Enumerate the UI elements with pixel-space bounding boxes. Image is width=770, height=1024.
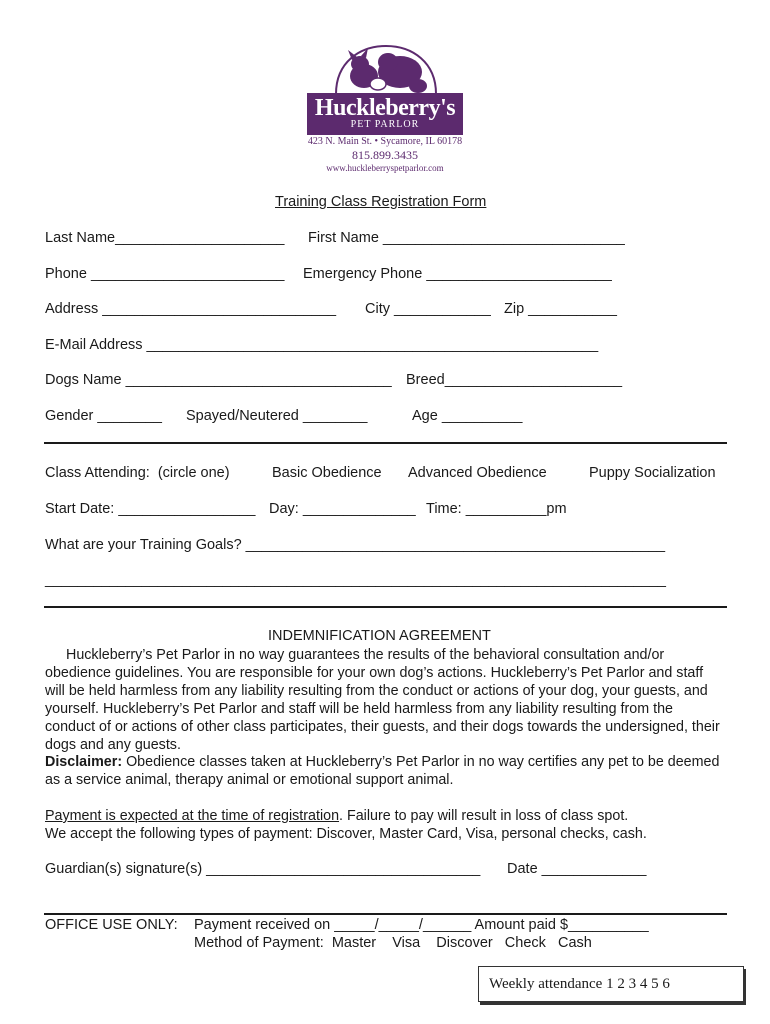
disclaimer-label: Disclaimer: <box>45 754 123 770</box>
form-title: Training Class Registration Form <box>275 194 487 210</box>
agreement-body: Huckleberry’s Pet Parlor in no way guarantees the results of the behavioral consultation and/or obedience guidelines. You are responsible for your own dog’s actions. Huckleberry’s Pet Parlor and staff will be held harmless from any liability resulting from the conduct or actions of your dog, your guests, and yourself. Huckleberry’s Pet Parlor and staff will be held harmless from any liability resulting from the conduct of or actions of other class participates, their guests, and their dogs towards the undersigned, their dogs and any guests. <box>45 647 720 753</box>
logo-subtitle: PET PARLOR <box>350 119 420 130</box>
store-phone: 815.899.3435 <box>352 148 418 162</box>
weekly-attendance-box[interactable]: Weekly attendance 1 2 3 4 5 6 <box>478 966 744 1002</box>
option-advanced-obedience[interactable]: Advanced Obedience <box>408 465 547 481</box>
class-attending-label: Class Attending: (circle one) <box>45 465 230 481</box>
last-name-field[interactable]: Last Name_____________________ <box>45 230 285 246</box>
disclaimer-text: Obedience classes taken at Huckleberry’s Pet Parlor in no way certifies any pet to be deemed as a service animal, therapy animal or emotional support animal. <box>45 754 720 788</box>
payment-received-field[interactable]: Payment received on _____/_____/______ Amount paid $__________ <box>194 917 649 933</box>
payment-failure-text: . Failure to pay will result in loss of class spot. <box>339 808 629 824</box>
city-field[interactable]: City ____________ <box>365 301 491 317</box>
emergency-phone-field[interactable]: Emergency Phone _______________________ <box>303 266 612 282</box>
logo-banner <box>307 93 463 135</box>
day-field[interactable]: Day: ______________ <box>269 501 416 517</box>
training-goals-line-2[interactable]: _____________________________________________________________________________ <box>45 572 666 588</box>
breed-field[interactable]: Breed______________________ <box>406 372 623 388</box>
training-goals-field[interactable]: What are your Training Goals? ____________________________________________________ <box>45 537 666 553</box>
store-website: www.huckleberryspetparlor.com <box>326 163 444 173</box>
method-of-payment[interactable]: Method of Payment: Master Visa Discover Check Cash <box>194 935 592 951</box>
address-field[interactable]: Address _____________________________ <box>45 301 337 317</box>
store-address: 423 N. Main St. • Sycamore, IL 60178 <box>307 136 463 147</box>
agreement-title: INDEMNIFICATION AGREEMENT <box>268 628 491 644</box>
email-field[interactable]: E-Mail Address ________________________________________________________ <box>45 337 599 353</box>
payment-types: We accept the following types of payment: Discover, Master Card, Visa, personal checks, cash. <box>45 826 647 842</box>
option-puppy-socialization[interactable]: Puppy Socialization <box>589 465 716 481</box>
first-name-field[interactable]: First Name ______________________________ <box>308 230 625 246</box>
office-use-label: OFFICE USE ONLY: <box>45 917 178 933</box>
disclaimer <box>45 753 725 789</box>
logo-name: Huckleberry's <box>314 95 456 121</box>
section-divider <box>44 913 727 915</box>
pet-parlor-logo-art <box>330 42 442 96</box>
time-field[interactable]: Time: __________pm <box>426 501 567 517</box>
phone-field[interactable]: Phone ________________________ <box>45 266 285 282</box>
gender-field[interactable]: Gender ________ <box>45 408 162 424</box>
zip-field[interactable]: Zip ___________ <box>504 301 617 317</box>
signature-date-field[interactable]: Date _____________ <box>507 861 647 877</box>
section-divider <box>44 442 727 444</box>
dogs-name-field[interactable]: Dogs Name _________________________________ <box>45 372 392 388</box>
age-field[interactable]: Age __________ <box>412 408 523 424</box>
section-divider <box>44 606 727 608</box>
payment-terms <box>45 807 725 825</box>
guardian-signature-field[interactable]: Guardian(s) signature(s) __________________________________ <box>45 861 481 877</box>
payment-expected-text: Payment is expected at the time of registration <box>45 808 340 824</box>
spayed-neutered-field[interactable]: Spayed/Neutered ________ <box>186 408 368 424</box>
start-date-field[interactable]: Start Date: _________________ <box>45 501 256 517</box>
option-basic-obedience[interactable]: Basic Obedience <box>272 465 382 481</box>
